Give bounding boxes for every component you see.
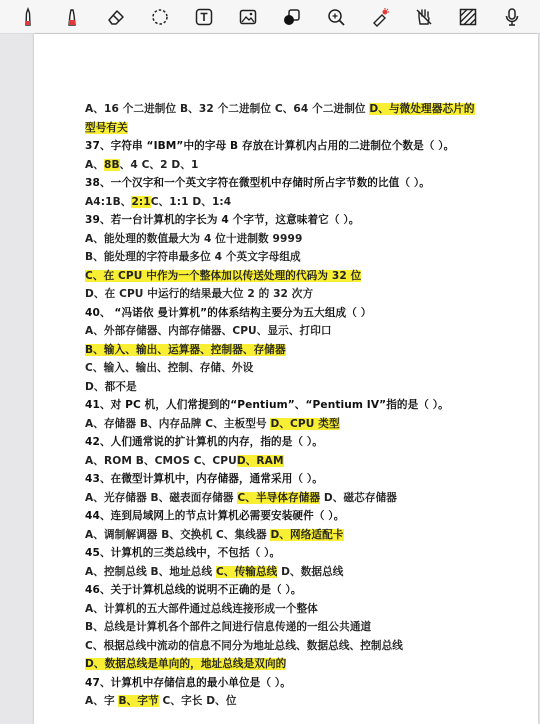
- question-line: 41、对 PC 机，人们常提到的“Pentium”、“Pentium IV”指的是（ ）。: [85, 399, 449, 411]
- answer-line: [85, 193, 505, 212]
- shapes-icon: [282, 7, 302, 27]
- option-text: A、16 个二进制位 B、32 个二进制位 C、64 个二进制位: [85, 103, 370, 115]
- pen-tool[interactable]: [15, 4, 41, 30]
- lasso-icon: [150, 7, 170, 27]
- answer-line: C、根据总线中流动的信息不同分为地址总线、数据总线、控制总线: [85, 639, 403, 652]
- answer-line: B、总线是计算机各个部件之间进行信息传递的一组公共通道: [85, 621, 372, 633]
- pattern-icon: [458, 7, 478, 27]
- highlighted-answer: D、与微处理器芯片的: [369, 103, 475, 115]
- highlighted-answer: B、输入、输出、运算器、控制器、存储器: [85, 343, 286, 356]
- answer-line: [85, 267, 505, 286]
- answer-line: D、都不是: [85, 380, 137, 393]
- highlighted-answer: C、传输总线: [216, 565, 278, 578]
- question-line: 47、计算机中存储信息的最小单位是（ ）。: [85, 676, 291, 689]
- answer-line: A、外部存储器、内部存储器、CPU、显示、打印口: [85, 325, 332, 337]
- option-text: A、ROM B、CMOS C、CPU: [85, 454, 237, 467]
- annotation-toolbar: [0, 0, 540, 34]
- question-line: 37、字符串 “IBM”中的字母 B 存放在计算机内占用的二进制位个数是（ ）。: [85, 140, 455, 152]
- answer-line: [85, 119, 505, 138]
- pattern-tool[interactable]: [455, 4, 481, 30]
- option-text: A、调制解调器 B、交换机 C、集线器: [85, 528, 271, 541]
- highlighted-answer: D、网络适配卡: [270, 528, 344, 541]
- highlighted-answer: D、数据总线是单向的，地址总线是双向的: [85, 658, 287, 670]
- answer-line: [85, 655, 505, 674]
- text-tool[interactable]: [191, 4, 217, 30]
- answer-line: [85, 415, 505, 434]
- answer-line: [85, 156, 505, 175]
- question-line: 45、计算机的三类总线中，不包括（ ）。: [85, 547, 281, 559]
- zoom-tool[interactable]: [323, 4, 349, 30]
- question-line: 43、在微型计算机中，内存储器，通常采用（ ）。: [85, 473, 323, 485]
- microphone-tool[interactable]: [499, 4, 525, 30]
- option-text: A、光存储器 B、磁表面存储器: [85, 491, 238, 504]
- answer-line: [85, 489, 505, 508]
- text-icon: [194, 7, 214, 27]
- answer-line: [85, 452, 505, 471]
- option-text: A、: [85, 158, 104, 171]
- highlighted-answer: 2:1: [131, 195, 151, 208]
- image-icon: [238, 7, 258, 27]
- hand-off-tool[interactable]: [411, 4, 437, 30]
- highlighted-answer: 型号有关: [85, 121, 128, 134]
- image-tool[interactable]: [235, 4, 261, 30]
- hand-off-icon: [414, 7, 434, 27]
- option-text: C、1:1 D、1:4: [150, 195, 232, 208]
- question-list: [85, 100, 505, 711]
- highlighter-tool[interactable]: [59, 4, 85, 30]
- document-page: [34, 34, 538, 724]
- answer-line: A、计算机的五大部件通过总线连接形成一个整体: [85, 602, 318, 615]
- microphone-icon: [502, 7, 522, 27]
- highlighted-answer: C、在 CPU 中作为一个整体加以传送处理的代码为 32 位: [85, 269, 362, 282]
- option-text: D、磁芯存储器: [320, 491, 397, 504]
- highlighter-icon: [62, 7, 82, 27]
- zoom-icon: [326, 7, 346, 27]
- option-text: A4:1B、: [85, 195, 132, 208]
- answer-line: [85, 341, 505, 360]
- answer-line: D、在 CPU 中运行的结果最大位 2 的 32 次方: [85, 288, 314, 300]
- answer-line: [85, 563, 505, 582]
- answer-line: B、能处理的字符串最多位 4 个英文字母组成: [85, 251, 301, 263]
- laser-pointer-icon: [370, 7, 390, 27]
- shapes-tool[interactable]: [279, 4, 305, 30]
- laser-pointer-tool[interactable]: [367, 4, 393, 30]
- option-text: C、字长 D、位: [158, 695, 237, 707]
- pen-icon: [18, 7, 38, 27]
- highlighted-answer: 8B: [104, 158, 120, 171]
- question-line: 40、 “冯诺依 曼计算机”的体系结构主要分为五大组成（ ）: [85, 306, 372, 319]
- option-text: A、字: [85, 695, 119, 707]
- question-line: 42、人们通常说的扩计算机的内存，指的是（ ）。: [85, 436, 323, 448]
- question-line: 38、一个汉字和一个英文字符在微型机中存储时所占字节数的比值（ ）。: [85, 177, 430, 189]
- highlighted-answer: C、半导体存储器: [237, 491, 321, 504]
- question-line: 46、关于计算机总线的说明不正确的是（ ）。: [85, 584, 302, 596]
- eraser-icon: [106, 7, 126, 27]
- answer-line: [85, 100, 505, 119]
- highlighted-answer: D、CPU 类型: [270, 417, 340, 430]
- lasso-tool[interactable]: [147, 4, 173, 30]
- answer-line: [85, 692, 505, 711]
- answer-line: A、能处理的数值最大为 4 位十进制数 9999: [85, 232, 303, 245]
- answer-line: [85, 526, 505, 545]
- highlighted-answer: B、字节: [118, 695, 159, 707]
- option-text: D、数据总线: [277, 565, 344, 578]
- option-text: A、控制总线 B、地址总线: [85, 565, 216, 578]
- answer-line: C、输入、输出、控制、存储、外设: [85, 362, 254, 374]
- question-line: 44、连到局域网上的节点计算机必需要安装硬件（ ）。: [85, 510, 345, 522]
- eraser-tool[interactable]: [103, 4, 129, 30]
- option-text: 、4 C、2 D、1: [119, 158, 199, 171]
- highlighted-answer: D、RAM: [236, 454, 284, 467]
- option-text: A、存储器 B、内存品牌 C、主板型号: [85, 417, 271, 430]
- question-line: 39、若一台计算机的字长为 4 个字节，这意味着它（ ）。: [85, 214, 360, 226]
